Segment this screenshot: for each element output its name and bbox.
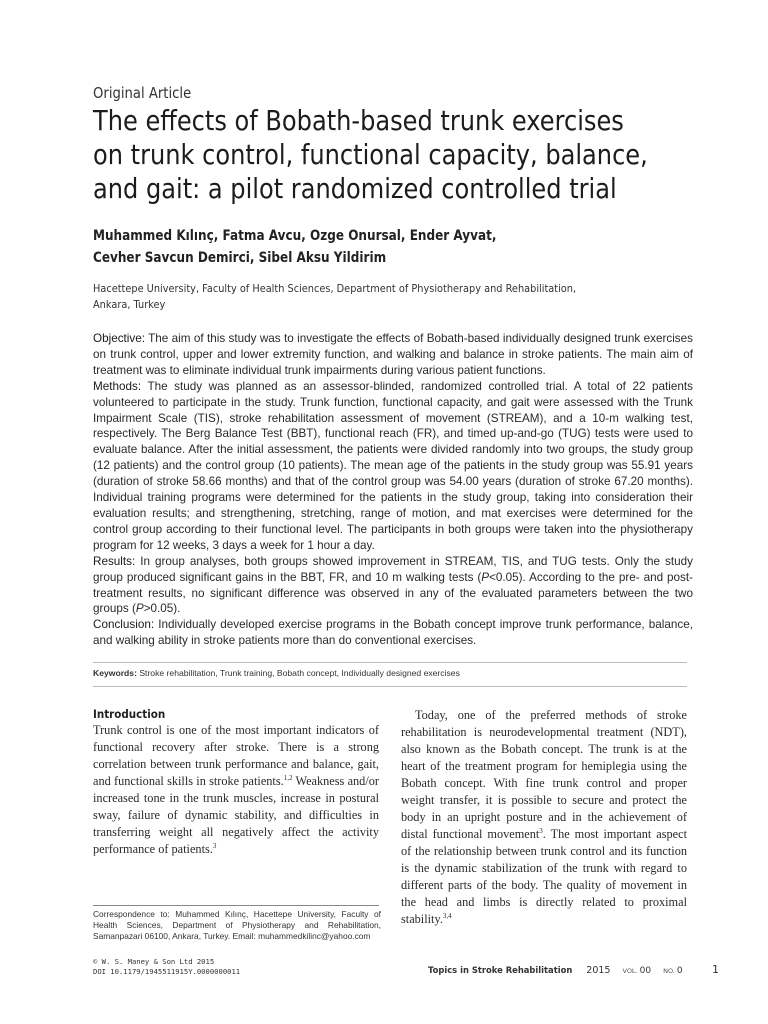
results-text: In group analyses, both groups showed improvement in STREAM, TIS, and TUG tests. Only the study group produced significant gains in the BBT, FR, and 10 m walking tests ( (93, 554, 693, 584)
citation: 1,2 (283, 773, 293, 782)
results-label: Results: (93, 554, 136, 568)
results-text: >0.05). (143, 602, 181, 616)
journal-year: 2015 (586, 965, 611, 976)
body-text: Today, one of the preferred methods of stroke rehabilitation is neurodevelopmental treatment (NDT), also known as the Bobath concept. The trunk is at the heart of the treatment program for hemiplegia using the Bobath concept. With fine trunk control and proper weight transfer, it is possible to secure and protect the body in an upright posture and in the achievement of distal functional movement (401, 708, 687, 841)
page-number: 1 (712, 963, 719, 976)
article-title (93, 104, 747, 206)
correspondence-note: Correspondence to: Muhammed Kılınç, Hacettepe University, Faculty of Health Sciences, Department of Physiotherapy and Rehabilitation, Samanpazari 06100, Ankara, Turkey. Email: muhammedkilinc@yahoo.com (93, 909, 381, 941)
body-text: . The most important aspect of the relationship between trunk control and its function is the dynamic stabilization of the trunk with regard to different parts of the body. The quality of movement in the head and limbs is directly related to proximal stability. (401, 827, 687, 926)
copyright-line: © W. S. Maney & Son Ltd 2015 (93, 957, 215, 966)
conclusion-text: Individually developed exercise programs in the Bobath concept improve trunk performance, balance, and walking ability in stroke patients more than do conventional exercises. (93, 618, 693, 648)
body-text: Trunk control is one of the most important indicators of functional recovery after stroke. There is a strong correlation between trunk performance and balance, gait, and functional skills in stroke patients. (93, 723, 379, 788)
p-value-symbol: P (135, 602, 144, 616)
divider (93, 686, 687, 687)
abstract-objective (93, 331, 693, 379)
title-line: and gait: a pilot randomized controlled trial (93, 172, 617, 205)
author-list (93, 225, 496, 269)
affiliation (93, 281, 576, 313)
p-value-symbol: P (481, 570, 490, 584)
footnote-divider (93, 905, 379, 906)
body-text: Weakness and/or increased tone in the trunk muscles, increase in postural sway, failure of dynamic stability, and difficulties in transferring weight all negatively affect the activity performance of patients. (93, 774, 379, 856)
issue-number: 0 (676, 966, 683, 976)
objective-label: Objective: (93, 332, 145, 345)
keywords-label: Keywords: (93, 668, 137, 678)
conclusion-label: Conclusion: (93, 618, 155, 632)
keywords (93, 668, 693, 678)
affiliation-line: Ankara, Turkey (93, 299, 166, 311)
citation: 3,4 (442, 911, 452, 920)
title-line: on trunk control, functional capacity, balance, (93, 138, 648, 171)
abstract-results (93, 554, 693, 618)
body-paragraph (401, 707, 687, 928)
methods-text: The study was planned as an assessor-blinded, randomized controlled trial. A total of 22 patients volunteered to participate in the study. Trunk function, functional capacity, and gait were assessed with the Trunk Impairment Scale (TIS), stroke rehabilitation assessment of movement (STREAM), and a 10-m walking test, respectively. The Berg Balance Test (BBT), functional reach (FR), and timed up-and-go (TUG) tests were used to evaluate balance. After the initial assessment, the patients were divided randomly into two groups, the study group (12 patients) and the control group (10 patients). The mean age of the patients in the study group was 55.91 years (duration of stroke 58.66 months) and that of the control group was 54.00 years (duration of stroke 67.20 months). Individual training programs were determined for the patients in the study group, taking into consideration their evaluation results; and strengthening, stretching, range of motion, and mat exercises were determined for the control group according to their functional level. The participants in both groups were taken into the physiotherapy program for 12 weeks, 3 days a week for 1 hour a day. (93, 379, 693, 552)
volume-label: VOL. (622, 967, 638, 975)
abstract-methods (93, 379, 693, 554)
journal-name: Topics in Stroke Rehabilitation (428, 965, 573, 975)
journal-info (428, 965, 683, 976)
citation: 3 (212, 841, 217, 850)
citation: 3 (539, 826, 543, 835)
methods-label: Methods: (93, 379, 142, 393)
objective-text: The aim of this study was to investigate the effects of Bobath-based individually designed trunk exercises on trunk control, upper and lower extremity function, and walking and balance in stroke patients. The main aim of treatment was to eliminate individual trunk impairments during various patient functions. (93, 332, 693, 377)
body-paragraph (93, 722, 379, 858)
issue-label: NO. (663, 967, 675, 975)
title-line: The effects of Bobath-based trunk exercises (93, 104, 624, 137)
affiliation-line: Hacettepe University, Faculty of Health Sciences, Department of Physiotherapy and Rehabilitation, (93, 283, 577, 295)
section-heading: Introduction (93, 707, 166, 721)
abstract-conclusion (93, 617, 693, 649)
authors-line: Cevher Savcun Demirci, Sibel Aksu Yildirim (93, 250, 387, 266)
copyright-block (93, 957, 240, 977)
article-type: Original Article (93, 84, 192, 102)
abstract (93, 331, 693, 649)
doi-line: DOI 10.1179/1945511915Y.0000000011 (93, 967, 241, 976)
body-column-right (401, 707, 687, 928)
authors-line: Muhammed Kılınç, Fatma Avcu, Ozge Onursal, Ender Ayvat, (93, 228, 497, 244)
body-column-left (93, 707, 379, 858)
results-text: <0.05). According to the pre- and post-treatment results, no significant difference was observed in any of the evaluated parameters between the two groups ( (93, 570, 693, 616)
volume-number: 00 (639, 966, 652, 976)
keywords-text: Stroke rehabilitation, Trunk training, Bobath concept, Individually designed exercises (136, 668, 460, 678)
divider (93, 662, 687, 663)
